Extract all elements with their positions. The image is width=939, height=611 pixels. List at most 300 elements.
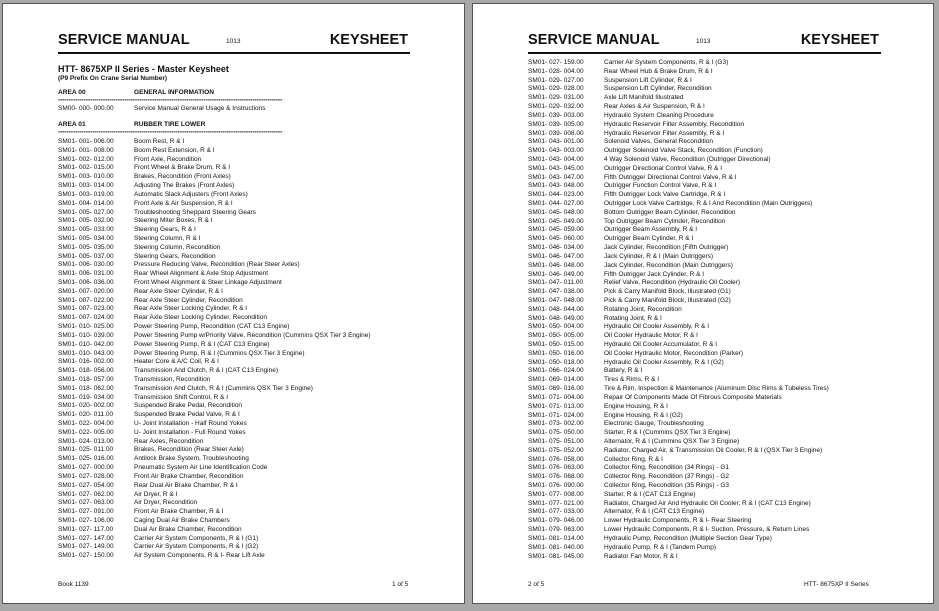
section-title: Collector Ring, Recondition (34 Rings) - G1 [604,464,729,472]
section-code: SM01- 003- 019.00 [58,190,114,198]
list-item[interactable] [58,226,428,235]
list-item[interactable] [528,535,898,544]
list-item[interactable] [528,156,898,165]
list-item[interactable] [528,412,898,421]
section-code: SM01- 001- 006.00 [58,138,114,145]
section-code: SM01- 027- 091.00 [58,508,114,516]
list-item[interactable] [528,332,898,341]
section-code: SM01- 043- 001.00 [528,138,584,146]
list-item[interactable] [528,500,898,509]
section-code: SM01- 043- 004.00 [528,155,584,163]
header-number: 1013 [226,38,241,45]
section-title: Hydraulic Oil Cooler Assembly, R & I (G2) [604,358,724,366]
section-code: SM01- 076- 090.00 [528,482,584,489]
divider-stars: ********************************************************************************************************* [58,99,283,105]
section-code: SM01- 075- 052.00 [528,446,584,454]
list-item[interactable] [528,491,898,500]
section-title: Radiator Fan Motor, R & I [604,552,678,560]
section-title: Outrigger Function Control Valve, R & I [604,182,717,190]
section-code: SM01- 010- 039.00 [58,331,114,339]
section-code: SM01- 079- 063.00 [528,526,584,534]
list-item[interactable] [528,209,898,218]
list-item[interactable] [58,464,428,473]
section-code: SM01- 006- 036.00 [58,279,114,286]
header-title: SERVICE MANUAL [528,32,660,48]
section-title: Outrigger Directional Control Valve, R & I [604,164,723,172]
section-title: Front Air Brake Chamber, R & I [134,508,224,516]
footer-series: HTT- 8675XP II Series [804,581,869,588]
list-item[interactable] [58,288,428,297]
list-item[interactable] [58,297,428,306]
header-number: 1013 [696,38,711,45]
section-title: Pressure Reducing Valve, Recondition (Rear Steer Axles) [134,261,300,269]
section-title: Jack Cylinder, R & I (Main Outriggers) [604,252,714,260]
section-title: Collector Ring, Recondition (37 Rings) - G2 [604,473,729,481]
list-item[interactable] [528,438,898,447]
section-title: Boom Rest, R & I [134,138,185,145]
header-title: SERVICE MANUAL [58,32,190,48]
header-keysheet: KEYSHEET [800,32,879,48]
area-00-list [58,105,428,114]
section-title: Hydraulic Oil Cooler Accumulator, R & I [604,341,718,348]
section-code: SM01- 045- 049.00 [528,217,584,225]
list-item[interactable] [528,244,898,253]
section-code: SM01- 018- 062.00 [58,384,114,392]
section-code: SM01- 069- 016.00 [528,385,584,393]
list-item[interactable] [58,138,428,147]
list-item[interactable] [528,464,898,473]
list-item[interactable] [58,367,428,376]
list-item[interactable] [58,156,428,165]
section-code: SM01- 071- 013.00 [528,402,584,410]
list-item[interactable] [58,173,428,182]
list-item[interactable] [58,429,428,438]
section-title: Hydraulic Reservoir Filter Assembly, R & I [604,129,725,137]
section-title: Lower Hydraulic Components, R & I- Rear Steering [604,517,752,525]
section-title: Suspension Lift Cylinder, Recondition [604,85,712,93]
section-code: SM01- 007- 023.00 [58,305,114,313]
section-title: Alternator, R & I (Cummins QSX Tier 3 Engine) [604,437,740,445]
section-code: SM01- 066- 024.00 [528,367,584,375]
list-item[interactable] [528,138,898,147]
list-item[interactable] [528,456,898,465]
section-title: Rear Wheel Hub & Brake Drum, R & I [604,67,713,75]
document-page-2 [472,3,934,604]
list-item[interactable] [58,358,428,367]
section-title: Rear Axle Steer Locking Cylinder, R & I [134,305,248,313]
list-item[interactable] [528,218,898,227]
section-title: Collector Ring, Recondition (35 Rings) - G3 [604,482,729,489]
section-code: SM01- 001- 008.00 [58,146,114,154]
section-code: SM01- 071- 024.00 [528,411,584,419]
section-title: Power Steering Pump, R & I (CAT C13 Engine) [134,340,270,348]
list-item[interactable] [528,68,898,77]
area-code: AREA 00 [58,89,86,96]
section-code: SM01- 045- 059.00 [528,226,584,234]
section-title: Steering Column, R & I [134,234,201,242]
list-item[interactable] [58,244,428,253]
section-list [528,59,898,561]
section-code: SM01- 046- 034.00 [528,244,584,252]
section-title: Front Wheel Alignment & Steer Linkage Adjustment [134,279,282,286]
section-code: SM01- 027- 159.00 [528,59,584,66]
section-code: SM01- 050- 015.00 [528,341,584,348]
section-code: SM01- 022- 004.00 [58,420,114,427]
section-title: Suspension Lift Cylinder, R & I [604,76,692,84]
section-code: SM01- 075- 050.00 [528,429,584,437]
section-title: Transmission And Clutch, R & I (CAT C13 Engine) [134,367,279,375]
list-item[interactable] [528,526,898,535]
section-title: Air Dryer, R & I [134,490,178,498]
section-title: Jack Cylinder, Recondition (Main Outriggers) [604,261,733,269]
section-title: Collector Ring, R & I [604,455,663,463]
list-item[interactable] [528,420,898,429]
section-title: Pneumatic System Air Line Identification Code [134,464,268,472]
section-title: Rear Axle Steer Cylinder, Recondition [134,296,243,304]
list-item[interactable] [528,508,898,517]
list-item[interactable] [58,105,428,114]
section-code: SM01- 010- 025.00 [58,323,114,331]
section-title: Rear Axles, Recondition [134,437,204,445]
section-code: SM01- 045- 048.00 [528,208,584,216]
section-code: SM01- 027- 106.00 [58,516,114,524]
list-item[interactable] [58,420,428,429]
list-item[interactable] [528,385,898,394]
section-code: SM01- 018- 056.00 [58,367,114,375]
list-item[interactable] [528,271,898,280]
list-item[interactable] [58,235,428,244]
list-item[interactable] [528,191,898,200]
section-title: Starter, R & I (CAT C13 Engine) [604,490,696,498]
list-item[interactable] [58,164,428,173]
list-item[interactable] [528,297,898,306]
section-code: SM01- 045- 060.00 [528,235,584,243]
list-item[interactable] [528,429,898,438]
section-title: Outrigger Lock Valve Cartridge, R & I And Recondition (Main Outriggers) [604,200,813,207]
section-title: Caging Dual Air Brake Chambers [134,516,230,524]
list-item[interactable] [528,103,898,112]
list-item[interactable] [58,394,428,403]
list-item[interactable] [58,376,428,385]
section-title: U- Joint Installation - Half Round Yokes [134,420,247,427]
section-code: SM01- 027- 062.00 [58,490,114,498]
list-item[interactable] [528,226,898,235]
list-item[interactable] [58,402,428,411]
section-title: Steering Gears, Recondition [134,252,216,260]
section-code: SM01- 027- 063.00 [58,499,114,507]
section-code: SM01- 043- 003.00 [528,147,584,155]
section-code: SM01- 043- 047.00 [528,173,584,181]
section-title: Suspended Brake Pedal Valve, R & I [134,411,240,419]
list-item[interactable] [528,85,898,94]
section-code: SM01- 005- 034.00 [58,234,114,242]
section-code: SM01- 029- 031.00 [528,94,584,102]
area-code: AREA 01 [58,121,86,128]
section-title: 4 Way Solenoid Valve, Recondition (Outrigger Directional) [604,155,771,163]
list-item[interactable] [528,121,898,130]
section-title: Alternator, R & I (CAT C13 Engine) [604,508,705,516]
list-item[interactable] [528,147,898,156]
section-code: SM01- 006- 031.00 [58,270,114,278]
section-code: SM01- 044- 027.00 [528,200,584,207]
section-code: SM01- 073- 002.00 [528,420,584,428]
list-item[interactable] [58,438,428,447]
section-code: SM01- 047- 048.00 [528,296,584,304]
list-item[interactable] [58,217,428,226]
list-item[interactable] [528,112,898,121]
section-code: SM01- 048- 044.00 [528,305,584,313]
list-item[interactable] [58,323,428,332]
list-item[interactable] [58,473,428,482]
list-item[interactable] [58,209,428,218]
section-title: Rear Axles & Air Suspension, R & I [604,103,705,111]
list-item[interactable] [58,526,428,535]
section-title: Front Axle & Air Suspension, R & I [134,199,233,207]
list-item[interactable] [528,403,898,412]
section-title: Rotating Joint, R & I [604,314,662,322]
section-code: SM01- 076- 068.00 [528,473,584,481]
section-title: Electronic Gauge, Troubleshooting [604,420,704,428]
section-title: Starter, R & I (Cummins QSX Tier 3 Engine) [604,429,731,437]
area-name: RUBBER TIRE LOWER [134,121,206,128]
section-title: Hydraulic Pump, R & I (Tandem Pump) [604,543,716,551]
list-item[interactable] [58,482,428,491]
section-title: Lower Hydraulic Components, R & I- Suction, Pressure, & Return Lines [604,526,810,534]
document-page-1 [2,3,465,604]
section-code: SM01- 077- 033.00 [528,508,584,516]
list-item[interactable] [58,305,428,314]
section-code: SM01- 027- 054.00 [58,481,114,489]
list-item[interactable] [58,508,428,517]
section-title: Brakes, Recondition (Rear Steer Axle) [134,446,244,454]
area-name: GENERAL INFORMATION [134,89,214,96]
section-title: Air Dryer, Recondition [134,499,198,507]
list-item[interactable] [528,323,898,332]
footer-book: Book 1139 [58,581,89,588]
section-code: SM01- 027- 117.00 [58,525,114,533]
section-code: SM01- 081- 045.00 [528,552,584,560]
section-title: Radiator, Charged Air And Hydraulic Oil Cooler, R & I (CAT C13 Engine) [604,499,811,507]
section-title: Oil Cooler Hydraulic Motor, Recondition (Parker) [604,349,744,357]
list-item[interactable] [58,350,428,359]
section-code: SM01- 007- 022.00 [58,296,114,304]
section-code: SM01- 005- 032.00 [58,217,114,225]
section-code: SM01- 025- 016.00 [58,455,114,463]
section-code: SM01- 046- 048.00 [528,261,584,269]
section-code: SM00- 000- 000.00 [58,105,114,112]
list-item[interactable] [58,182,428,191]
list-item[interactable] [58,270,428,279]
list-item[interactable] [528,367,898,376]
section-code: SM01- 043- 045.00 [528,164,584,172]
list-item[interactable] [58,411,428,420]
list-item[interactable] [528,59,898,68]
section-code: SM01- 005- 033.00 [58,226,114,234]
document-subtitle: (P9 Prefix On Crane Serial Number) [58,75,168,82]
list-item[interactable] [528,544,898,553]
footer-page-number: 2 of 5 [528,581,545,588]
section-title: Repair Of Components Made Of Fibrous Composite Materials [604,393,782,401]
list-item[interactable] [528,341,898,350]
section-code: SM01- 029- 027.00 [528,76,584,84]
section-title: Hydraulic Oil Cooler Assembly, R & I [604,323,709,331]
section-code: SM01- 081- 040.00 [528,543,584,551]
section-title: Front Wheel & Brake Drum, R & I [134,164,231,172]
section-code: SM01- 019- 034.00 [58,393,114,401]
list-item[interactable] [58,552,428,561]
section-title: Heater Core & A/C Coil, R & I [134,358,219,366]
section-title: Rear Axle Steer Locking Cylinder, Recondition [134,314,267,322]
section-code: SM01- 077- 008.00 [528,490,584,498]
section-code: SM01- 076- 063.00 [528,464,584,472]
section-title: Transmission Shift Control, R & I [134,393,229,401]
section-code: SM01- 005- 027.00 [58,208,114,216]
section-code: SM01- 077- 021.00 [528,499,584,507]
document-title: HTT- 8675XP II Series - Master Keysheet [58,64,229,74]
section-code: SM01- 029- 028.00 [528,85,584,93]
section-code: SM01- 050- 005.00 [528,332,584,340]
list-item[interactable] [58,253,428,262]
section-title: Service Manual General Usage & Instructions [134,105,266,112]
list-item[interactable] [528,262,898,271]
section-code: SM01- 007- 024.00 [58,314,114,322]
section-code: SM01- 047- 038.00 [528,288,584,296]
section-code: SM01- 020- 002.00 [58,402,114,410]
list-item[interactable] [528,376,898,385]
list-item[interactable] [528,77,898,86]
list-item[interactable] [528,359,898,368]
list-item[interactable] [528,130,898,139]
section-title: Power Steering Pump, R & I (Cummins QSX Tier 3 Engine) [134,349,305,357]
page-header [58,32,410,54]
list-item[interactable] [528,174,898,183]
section-code: SM01- 027- 150.00 [58,552,114,560]
section-title: Rear Axle Steer Cylinder, R & I [134,287,223,295]
list-item[interactable] [58,332,428,341]
section-title: Pick & Carry Manifold Block, Illustrated (G2) [604,296,731,304]
list-item[interactable] [528,447,898,456]
list-item[interactable] [58,341,428,350]
section-title: Hydraulic Reservoir Filter Assembly, Recondition [604,120,745,128]
section-code: SM01- 075- 051.00 [528,437,584,445]
list-item[interactable] [58,517,428,526]
list-item[interactable] [58,314,428,323]
section-title: Pick & Carry Manifold Block, Illustrated (G1) [604,288,731,296]
section-code: SM01- 003- 014.00 [58,182,114,190]
list-item[interactable] [528,165,898,174]
section-code: SM01- 002- 015.00 [58,164,114,172]
section-code: SM01- 016- 002.00 [58,358,114,366]
section-title: Tires & Rims, R & I [604,376,660,384]
list-item[interactable] [58,279,428,288]
section-code: SM01- 027- 000.00 [58,464,114,472]
section-title: Radiator, Charged Air, & Transmission Oil Cooler, R & I (QSX Tier 3 Engine) [604,446,823,454]
page-header [528,32,881,54]
section-title: Front Air Brake Chamber, Recondition [134,472,244,480]
section-title: Steering Miter Boxes, R & I [134,217,213,225]
section-code: SM01- 029- 032.00 [528,103,584,111]
section-title: Suspended Brake Pedal, Recondition [134,402,243,410]
section-title: Troubleshooting Sheppard Steering Gears [134,208,256,216]
list-item[interactable] [58,535,428,544]
list-item[interactable] [528,182,898,191]
section-title: Fifth Outrigger Lock Valve Cartridge, R & I [604,191,726,199]
section-title: Brakes, Recondition (Front Axles) [134,173,231,181]
list-item[interactable] [528,394,898,403]
list-item[interactable] [58,191,428,200]
list-item[interactable] [528,279,898,288]
list-item[interactable] [528,306,898,315]
section-code: SM01- 027- 028.00 [58,472,114,480]
section-title: Jack Cylinder, Recondition (Fifth Outrigger) [604,244,729,252]
list-item[interactable] [58,200,428,209]
section-code: SM01- 002- 012.00 [58,155,114,163]
section-title: Solenoid Valves, General Recondition [604,138,714,146]
section-code: SM01- 005- 035.00 [58,243,114,251]
section-code: SM01- 022- 005.00 [58,428,114,436]
list-item[interactable] [528,253,898,262]
section-title: Transmission, Recondition [134,375,211,383]
section-title: Automatic Slack Adjusters (Front Axles) [134,190,248,198]
list-item[interactable] [58,543,428,552]
section-code: SM01- 010- 043.00 [58,349,114,357]
section-code: SM01- 039- 005.00 [528,120,584,128]
list-item[interactable] [58,499,428,508]
section-code: SM01- 039- 008.00 [528,129,584,137]
list-item[interactable] [528,315,898,324]
list-item[interactable] [528,517,898,526]
section-code: SM01- 046- 047.00 [528,252,584,260]
list-item[interactable] [58,446,428,455]
section-code: SM01- 043- 048.00 [528,182,584,190]
list-item[interactable] [528,200,898,209]
section-title: Steering Column, Recondition [134,243,221,251]
section-code: SM01- 005- 037.00 [58,252,114,260]
header-keysheet: KEYSHEET [329,32,408,48]
area-01-list [58,138,428,561]
list-item[interactable] [58,385,428,394]
section-code: SM01- 039- 003.00 [528,111,584,119]
section-title: Outrigger Beam Assembly, R & I [604,226,698,234]
section-title: Outrigger Solenoid Valve Stack, Recondition (Function) [604,147,763,155]
section-title: Tire & Rim, Inspection & Maintenance (Aluminum Disc Rims & Tubeless Tires) [604,385,829,393]
list-item[interactable] [528,350,898,359]
section-title: Hydraulic Pump, Recondition (Multiple Section Gear Type) [604,534,772,542]
section-title: Antilock Brake System, Troubleshooting [134,455,249,463]
list-item[interactable] [528,553,898,562]
list-item[interactable] [528,473,898,482]
section-code: SM01- 046- 049.00 [528,270,584,278]
list-item[interactable] [528,94,898,103]
list-item[interactable] [58,455,428,464]
section-code: SM01- 047- 011.00 [528,279,584,287]
list-item[interactable] [58,147,428,156]
list-item[interactable] [528,482,898,491]
section-title: Carrier Air System Components, R & I (G2) [134,543,259,551]
list-item[interactable] [58,491,428,500]
footer-page-number: 1 of 5 [392,581,409,588]
section-title: Hydraulic System Cleaning Procedure [604,111,714,119]
list-item[interactable] [58,261,428,270]
section-code: SM01- 027- 149.00 [58,543,114,551]
section-code: SM01- 048- 049.00 [528,314,584,322]
list-item[interactable] [528,288,898,297]
section-title: Battery, R & I [604,367,643,375]
section-code: SM01- 028- 004.00 [528,67,584,75]
section-title: Power Steering Pump, Recondition (CAT C13 Engine) [134,323,290,331]
section-title: Engine Housing, R & I [604,402,668,410]
list-item[interactable] [528,235,898,244]
